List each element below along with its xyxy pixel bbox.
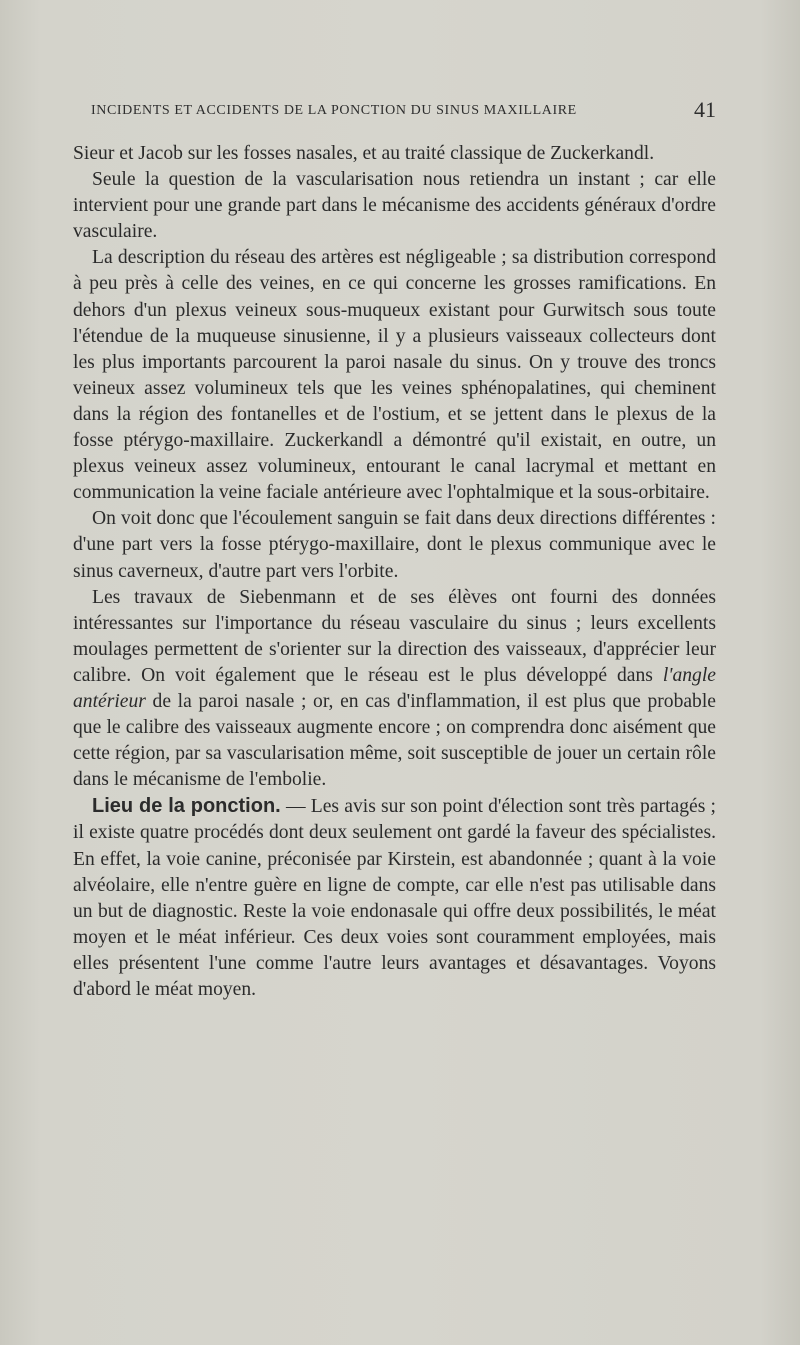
running-header — [91, 99, 716, 125]
page-number: 41 — [694, 97, 716, 122]
paragraph-6-text: — Les avis sur son point d'élection sont très partagés ; il existe quatre procédés dont deux seulement ont gardé la faveur des spécialistes. En effet, la voie canine, préconisée par Kirstein, est abandonnée ; quant à la voie alvéolaire, elle n'entre guère en ligne de compte, car elle n'est pas utilisable dans un but de diagnostic. Reste la voie endonasale qui offre deux possibilités, le méat moyen et le méat inférieur. Ces deux voies sont couramment employées, mais elles présentent l'une comme l'autre leurs avantages et désavantages. Voyons d'abord le méat moyen. — [73, 796, 716, 1000]
italic-term: l'angle antérieur — [73, 664, 716, 712]
running-title: INCIDENTS ET ACCIDENTS DE LA PONCTION DU SINUS MAXILLAIRE — [91, 103, 577, 118]
paragraph-3: La description du réseau des artères est négligeable ; sa distribution correspond à peu près à celle des veines, en ce qui concerne les grosses ramifications. En dehors d'un plexus veineux sous-muqueux existant pour Gurwitsch sous toute l'étendue de la muqueuse sinusienne, il y a plusieurs vaisseaux collecteurs dont les plus importants parcourent la paroi nasale du sinus. On y trouve des troncs veineux assez volumineux tels que les veines sphénopalatines, qui cheminent dans la région des fontanelles et de l'ostium, et se jettent dans le plexus de la fosse ptérygo-maxillaire. Zuckerkandl a démontré qu'il existait, en outre, un plexus veineux assez volumineux, entourant le canal lacrymal et mettant en communication la veine faciale antérieure avec l'ophtalmique et la sous-orbitaire. — [73, 247, 716, 504]
paragraph-2: Seule la question de la vascularisation nous retiendra un instant ; car elle intervient pour une grande part dans le mécanisme des accidents généraux d'ordre vasculaire. — [73, 169, 716, 243]
paragraph-5-text-b: de la paroi nasale ; or, en cas d'inflammation, il est plus que probable que le calibre des vaisseaux augmente encore ; on comprendra donc aisément que cette région, par sa vascularisation même, soit susceptible de jouer un certain rôle dans le mécanisme de l'embolie. — [73, 690, 716, 791]
body-text — [73, 141, 716, 1003]
paragraph-6 — [73, 793, 716, 1003]
paragraph-5 — [73, 585, 716, 794]
paragraph-5-text-a: Les travaux de Siebenmann et de ses élèves ont fourni des données intéressantes sur l'importance du réseau vasculaire du sinus ; leurs excellents moulages permettent de s'orienter sur la direction des vaisseaux, d'apprécier leur calibre. On voit également que le réseau est le plus développé dans — [73, 586, 716, 686]
paragraph-4: On voit donc que l'écoulement sanguin se fait dans deux directions différentes : d'une part vers la fosse ptérygo-maxillaire, dont le plexus communique avec le sinus caverneux, d'autre part vers l'orbite. — [73, 508, 716, 582]
paragraph-1: Sieur et Jacob sur les fosses nasales, et au traité classique de Zuckerkandl. — [73, 143, 655, 164]
section-heading: Lieu de la ponction. — [92, 795, 281, 818]
